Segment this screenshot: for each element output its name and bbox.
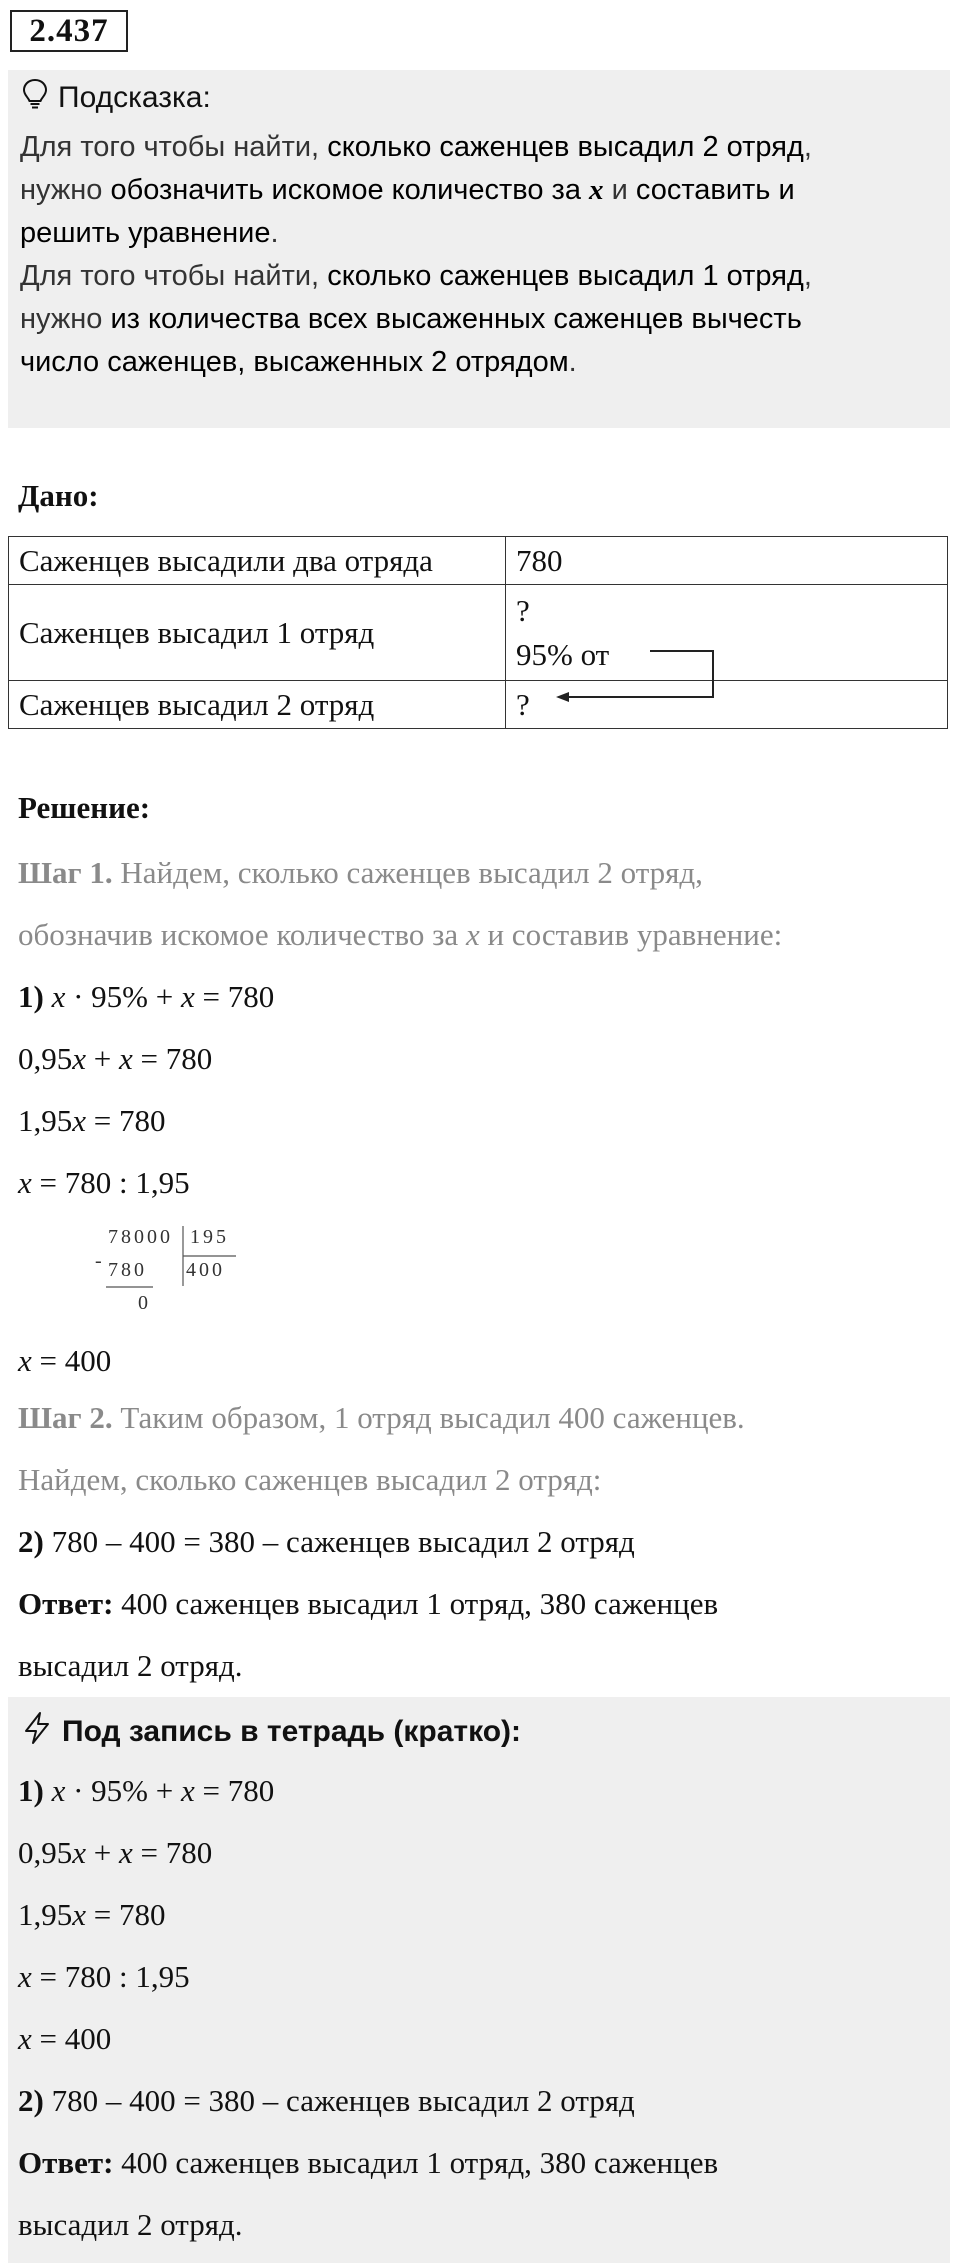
step1-line-2: обозначив искомое количество за x и составив уравнение: bbox=[18, 917, 783, 952]
note-equation-5: x = 400 bbox=[18, 2021, 112, 2056]
quotient: 400 bbox=[186, 1259, 225, 1281]
lightning-icon bbox=[22, 1711, 52, 1753]
note-answer-line-2: высадил 2 отряд. bbox=[18, 2207, 243, 2242]
divisor: 195 bbox=[190, 1226, 229, 1248]
solution-label: Решение: bbox=[18, 790, 151, 825]
answer-line-2: высадил 2 отряд. bbox=[18, 1648, 243, 1683]
equation-5: x = 400 bbox=[18, 1343, 112, 1378]
equation-4: x = 780 : 1,95 bbox=[18, 1165, 190, 1200]
note-equation-3: 1,95x = 780 bbox=[18, 1897, 166, 1932]
note-equation-6: 2) 780 – 400 = 380 – саженцев высадил 2 отряд bbox=[18, 2083, 635, 2118]
question-mark: ? bbox=[516, 592, 530, 628]
note-equation-2: 0,95x + x = 780 bbox=[18, 1835, 213, 1870]
hint-line-1: Для того чтобы найти, сколько саженцев высадил 2 отряд, bbox=[20, 131, 812, 163]
equation-2: 0,95x + x = 780 bbox=[18, 1041, 213, 1076]
table-cell: 780 bbox=[506, 537, 948, 585]
step1-line-1: Шаг 1. Найдем, сколько саженцев высадил 2 отряд, bbox=[18, 855, 703, 890]
hint-line-6: число саженцев, высаженных 2 отрядом. bbox=[20, 346, 577, 378]
note-title bbox=[22, 1711, 521, 1753]
hint-title-text: Подсказка: bbox=[58, 81, 211, 114]
remainder: 0 bbox=[138, 1292, 151, 1314]
note-title-text: Под запись в тетрадь (кратко): bbox=[62, 1715, 522, 1748]
subtrahend: 780 bbox=[108, 1259, 147, 1281]
task-number: 2.437 bbox=[10, 10, 128, 52]
hint-line-3: решить уравнение. bbox=[20, 217, 279, 249]
minus-sign: - bbox=[95, 1250, 105, 1272]
step2-line-1: Шаг 2. Таким образом, 1 отряд высадил 400 саженцев. bbox=[18, 1400, 745, 1435]
division-lines bbox=[0, 0, 260, 1320]
note-answer-line-1: Ответ: 400 саженцев высадил 1 отряд, 380 саженцев bbox=[18, 2145, 719, 2180]
note-box bbox=[8, 1697, 950, 2263]
equation-3: 1,95x = 780 bbox=[18, 1103, 166, 1138]
given-label: Дано: bbox=[18, 478, 99, 513]
hint-line-2: нужно обозначить искомое количество за x и составить и bbox=[20, 174, 795, 206]
dividend: 78000 bbox=[108, 1226, 173, 1248]
equation-1: 1) x · 95% + x = 780 bbox=[18, 979, 275, 1014]
equation-6: 2) 780 – 400 = 380 – саженцев высадил 2 отряд bbox=[18, 1524, 635, 1559]
percent-of: 95% от bbox=[516, 636, 610, 672]
answer-line-1: Ответ: 400 саженцев высадил 1 отряд, 380 саженцев bbox=[18, 1586, 719, 1621]
step2-line-2: Найдем, сколько саженцев высадил 2 отряд: bbox=[18, 1462, 602, 1497]
table-cell: Саженцев высадили два отряда bbox=[9, 537, 506, 585]
note-equation-4: x = 780 : 1,95 bbox=[18, 1959, 190, 1994]
note-equation-1: 1) x · 95% + x = 780 bbox=[18, 1773, 275, 1808]
hint-line-5: нужно из количества всех высаженных саженцев вычесть bbox=[20, 303, 802, 335]
table-cell: Саженцев высадил 1 отряд bbox=[9, 585, 506, 681]
hint-line-4: Для того чтобы найти, сколько саженцев высадил 1 отряд, bbox=[20, 260, 812, 292]
table-cell: ? bbox=[506, 681, 948, 729]
table-cell: Саженцев высадил 2 отряд bbox=[9, 681, 506, 729]
